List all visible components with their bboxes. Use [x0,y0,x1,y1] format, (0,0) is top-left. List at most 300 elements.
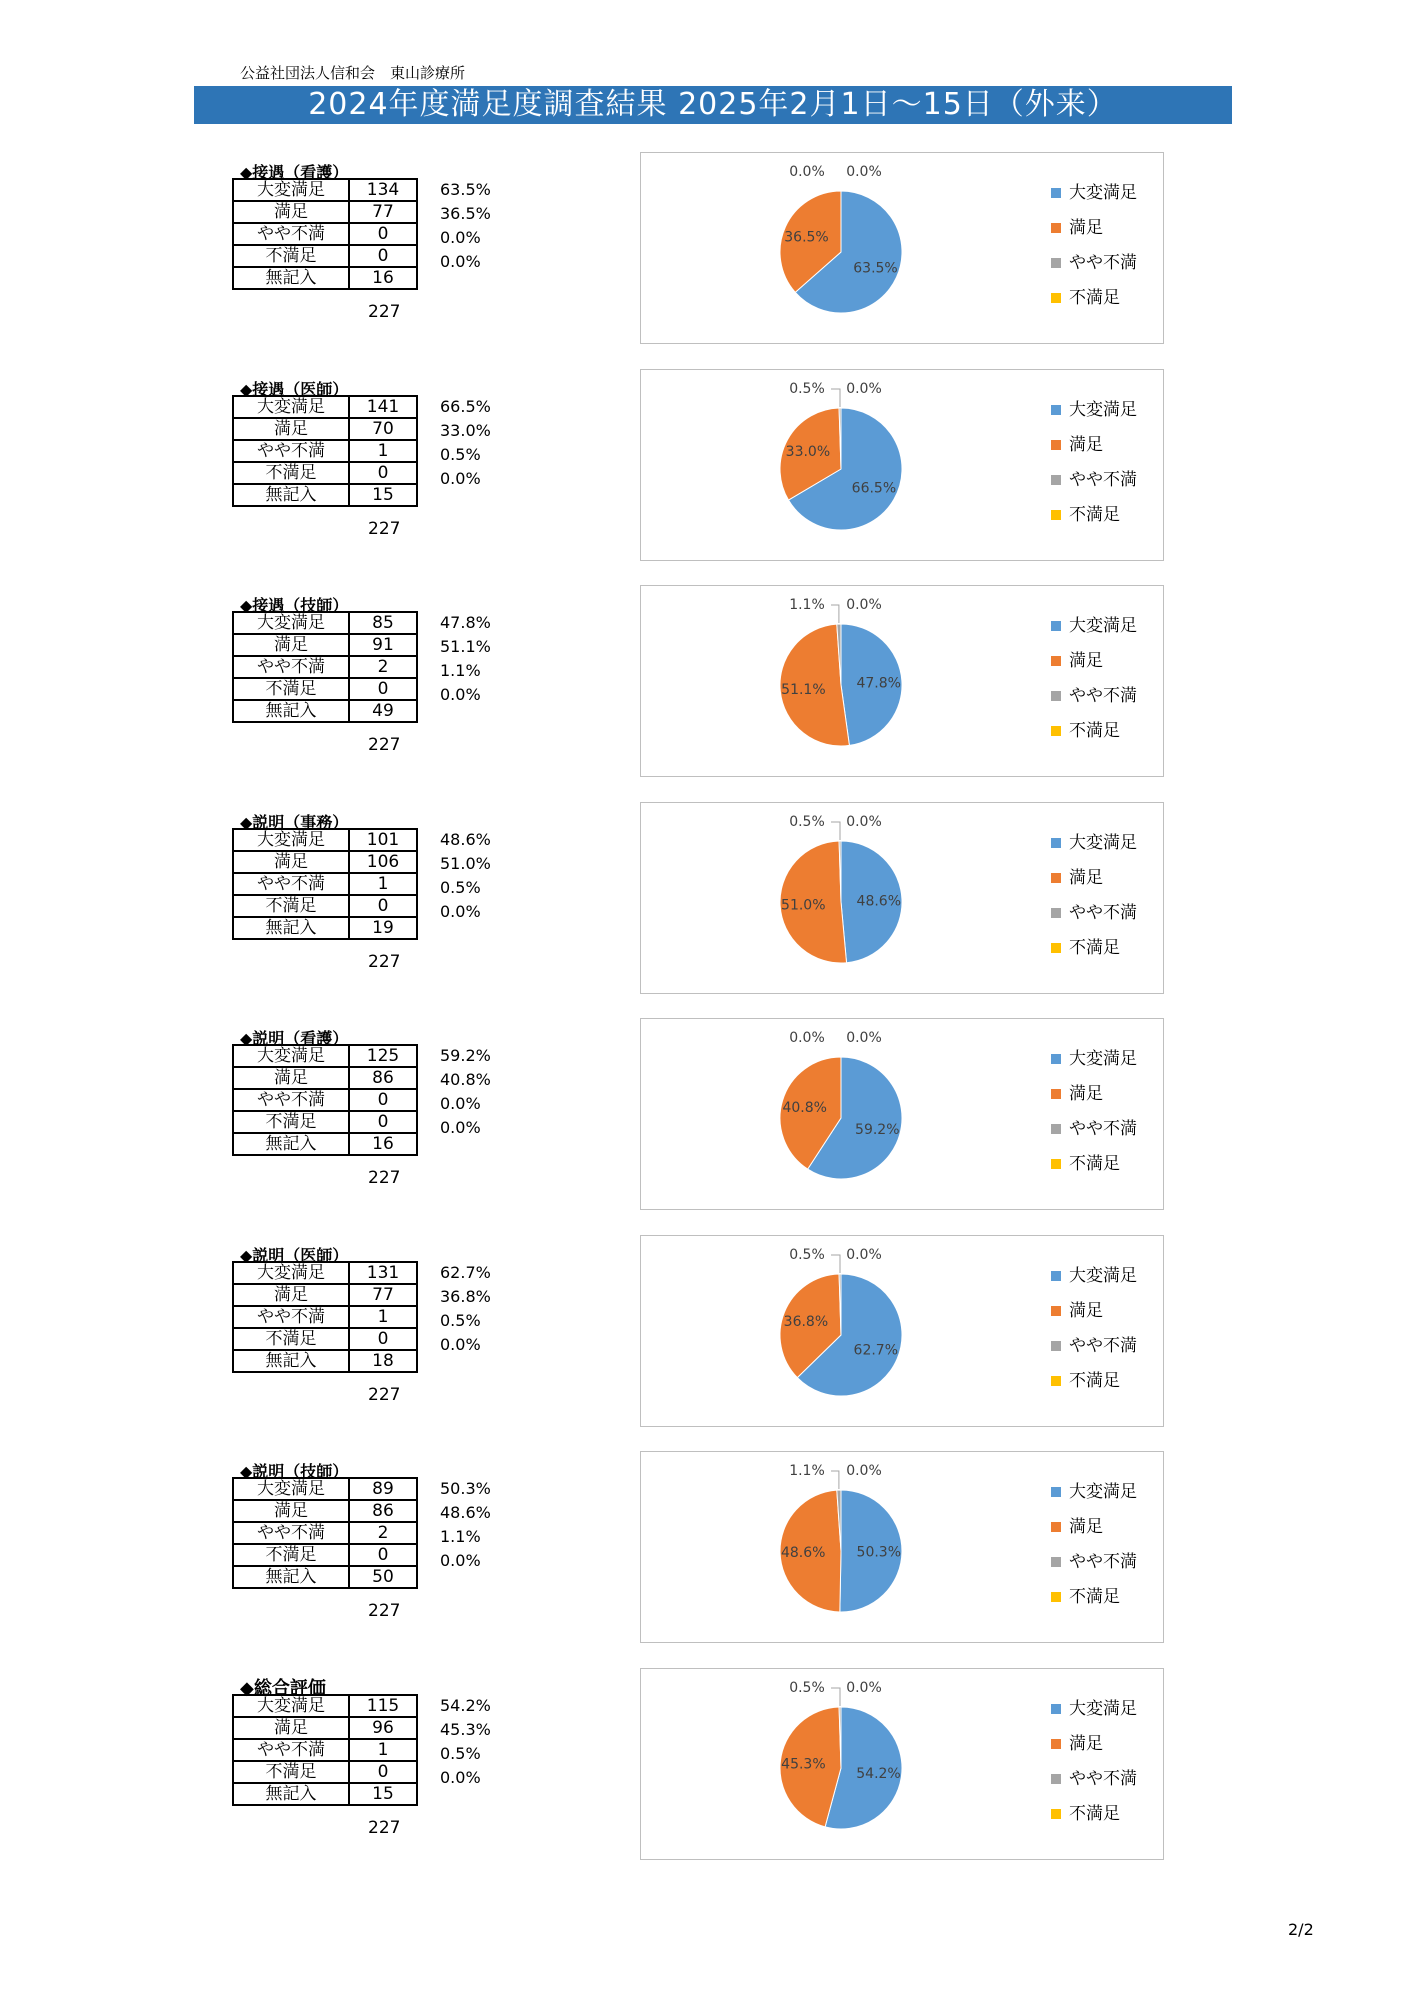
legend-label: 不満足 [1069,1370,1120,1391]
pie-data-label: 0.0% [846,164,882,180]
count-table [232,1694,418,1806]
count-value: 0 [349,895,417,917]
percent-value: 48.6% [440,1503,491,1522]
legend-label: やや不満 [1069,252,1137,273]
legend-item [1051,462,1137,497]
legend-label: 満足 [1069,650,1103,671]
legend-swatch-icon [1051,258,1061,268]
legend-label: 大変満足 [1069,615,1137,636]
section-title: ◆接遇（医師） [240,380,349,399]
page-number: 2/2 [1288,1920,1314,1939]
pie-data-label: 1.1% [789,1463,825,1479]
table-row [233,829,417,851]
legend-item [1051,1258,1137,1293]
category-label: 無記入 [233,484,349,506]
count-value: 89 [349,1478,417,1500]
legend-label: やや不満 [1069,685,1137,706]
legend-swatch-icon [1051,1089,1061,1099]
table-row [233,1783,417,1805]
pie-data-label: 0.5% [789,1247,825,1263]
legend-item [1051,678,1137,713]
percent-value: 0.0% [440,1551,481,1570]
table-row [233,678,417,700]
count-table [232,178,418,290]
count-table [232,828,418,940]
section-title: ◆接遇（技師） [240,596,349,615]
legend-label: やや不満 [1069,1335,1137,1356]
legend-item [1051,497,1137,532]
pie-data-label: 63.5% [853,260,898,277]
legend-item [1051,1509,1137,1544]
percent-value: 0.0% [440,1768,481,1787]
table-row [233,1262,417,1284]
legend-item [1051,713,1137,748]
table-row [233,223,417,245]
section-title: ◆説明（医師） [240,1246,349,1265]
table-row [233,1350,417,1372]
table-row [233,1500,417,1522]
legend-label: やや不満 [1069,469,1137,490]
category-label: 不満足 [233,462,349,484]
pie-data-label: 45.3% [781,1756,826,1773]
pie-data-label: 50.3% [856,1544,902,1561]
percent-value: 40.8% [440,1070,491,1089]
table-row [233,462,417,484]
count-value: 50 [349,1566,417,1588]
pie-data-label: 0.5% [789,1680,825,1696]
category-label: 無記入 [233,267,349,289]
page-title-banner: 2024年度満足度調査結果 2025年2月1日～15日（外来） [194,86,1232,124]
table-row [233,245,417,267]
legend-label: 不満足 [1069,720,1120,741]
count-value: 0 [349,678,417,700]
legend-label: 不満足 [1069,1153,1120,1174]
legend-label: 不満足 [1069,287,1120,308]
legend-swatch-icon [1051,726,1061,736]
legend-swatch-icon [1051,838,1061,848]
pie-data-label: 66.5% [851,480,897,497]
legend-item [1051,210,1137,245]
percent-value: 0.5% [440,878,481,897]
legend-swatch-icon [1051,1159,1061,1169]
legend-item [1051,1761,1137,1796]
table-row [233,1739,417,1761]
chart-legend [1051,1691,1137,1831]
legend-swatch-icon [1051,1124,1061,1134]
count-table [232,1044,418,1156]
chart-legend [1051,825,1137,965]
pie-data-label: 0.0% [846,1247,882,1263]
category-label: 満足 [233,418,349,440]
legend-swatch-icon [1051,510,1061,520]
legend-item [1051,1474,1137,1509]
pie-data-label: 1.1% [789,597,825,613]
count-value: 18 [349,1350,417,1372]
category-label: 不満足 [233,895,349,917]
count-value: 15 [349,1783,417,1805]
count-value: 0 [349,1328,417,1350]
category-label: やや不満 [233,440,349,462]
table-row [233,873,417,895]
table-row [233,634,417,656]
legend-swatch-icon [1051,908,1061,918]
total-count: 227 [368,519,401,539]
section-title: ◆説明（技師） [240,1462,349,1481]
count-value: 0 [349,223,417,245]
legend-swatch-icon [1051,1809,1061,1819]
survey-section [0,377,1414,577]
count-value: 1 [349,1739,417,1761]
pie-data-label: 0.0% [846,1680,882,1696]
count-value: 0 [349,1089,417,1111]
table-row [233,179,417,201]
percent-column [440,828,500,924]
legend-item [1051,175,1137,210]
legend-item [1051,1691,1137,1726]
pie-data-label: 51.1% [781,681,826,698]
category-label: やや不満 [233,1522,349,1544]
chart-legend [1051,1474,1137,1614]
table-row [233,1544,417,1566]
percent-column [440,1694,500,1790]
category-label: 大変満足 [233,1045,349,1067]
percent-value: 0.0% [440,902,481,921]
percent-value: 1.1% [440,1527,481,1546]
pie-chart [641,370,1041,560]
count-value: 77 [349,1284,417,1306]
count-value: 49 [349,700,417,722]
legend-item [1051,1363,1137,1398]
legend-swatch-icon [1051,1592,1061,1602]
total-count: 227 [368,302,401,322]
category-label: 無記入 [233,700,349,722]
table-row [233,1133,417,1155]
survey-section [0,1243,1414,1443]
count-value: 1 [349,1306,417,1328]
legend-label: 満足 [1069,1300,1103,1321]
total-count: 227 [368,1385,401,1405]
percent-value: 1.1% [440,661,481,680]
table-row [233,612,417,634]
percent-column [440,1044,500,1140]
table-row [233,440,417,462]
table-row [233,1717,417,1739]
legend-label: 大変満足 [1069,399,1137,420]
count-value: 96 [349,1717,417,1739]
count-value: 131 [349,1262,417,1284]
chart-legend [1051,608,1137,748]
legend-item [1051,427,1137,462]
count-value: 77 [349,201,417,223]
table-row [233,396,417,418]
legend-label: 不満足 [1069,937,1120,958]
pie-data-label: 51.0% [781,897,826,914]
count-value: 0 [349,245,417,267]
legend-label: やや不満 [1069,1118,1137,1139]
legend-swatch-icon [1051,621,1061,631]
legend-item [1051,1076,1137,1111]
total-count: 227 [368,1601,401,1621]
pie-data-label: 0.5% [789,814,825,830]
legend-label: 満足 [1069,1083,1103,1104]
total-count: 227 [368,1168,401,1188]
leader-line [831,1688,840,1706]
category-label: やや不満 [233,1089,349,1111]
percent-value: 47.8% [440,613,491,632]
chart-legend [1051,1041,1137,1181]
legend-swatch-icon [1051,656,1061,666]
category-label: 満足 [233,1500,349,1522]
count-value: 70 [349,418,417,440]
category-label: 大変満足 [233,1262,349,1284]
table-row [233,1566,417,1588]
category-label: 満足 [233,634,349,656]
legend-item [1051,1579,1137,1614]
count-value: 16 [349,267,417,289]
legend-label: 不満足 [1069,504,1120,525]
category-label: 不満足 [233,1544,349,1566]
category-label: やや不満 [233,1306,349,1328]
leader-line [831,1471,839,1489]
count-value: 19 [349,917,417,939]
category-label: 無記入 [233,1133,349,1155]
category-label: 大変満足 [233,829,349,851]
legend-label: 大変満足 [1069,1698,1137,1719]
legend-swatch-icon [1051,1774,1061,1784]
pie-data-label: 0.0% [846,1463,882,1479]
pie-chart [641,803,1041,993]
legend-label: 満足 [1069,1733,1103,1754]
legend-item [1051,280,1137,315]
legend-label: やや不満 [1069,902,1137,923]
table-row [233,1761,417,1783]
pie-chart-box [640,802,1164,994]
legend-swatch-icon [1051,1487,1061,1497]
legend-item [1051,895,1137,930]
category-label: 不満足 [233,678,349,700]
table-row [233,1478,417,1500]
percent-value: 45.3% [440,1720,491,1739]
pie-data-label: 0.0% [789,1030,825,1046]
legend-swatch-icon [1051,475,1061,485]
legend-item [1051,392,1137,427]
count-value: 1 [349,440,417,462]
percent-value: 0.0% [440,252,481,271]
survey-section [0,160,1414,360]
pie-chart-box [640,1018,1164,1210]
legend-swatch-icon [1051,1522,1061,1532]
category-label: 大変満足 [233,179,349,201]
legend-swatch-icon [1051,873,1061,883]
category-label: 満足 [233,201,349,223]
legend-label: 大変満足 [1069,1048,1137,1069]
table-row [233,1111,417,1133]
category-label: 不満足 [233,1328,349,1350]
legend-item [1051,825,1137,860]
table-row [233,1695,417,1717]
legend-item [1051,860,1137,895]
percent-value: 0.0% [440,1094,481,1113]
category-label: 満足 [233,1717,349,1739]
count-value: 2 [349,656,417,678]
pie-chart-box [640,1668,1164,1860]
pie-data-label: 0.0% [846,1030,882,1046]
survey-section [0,593,1414,793]
pie-data-label: 36.5% [784,229,829,246]
survey-section [0,1459,1414,1659]
survey-section [0,810,1414,1010]
legend-label: やや不満 [1069,1768,1137,1789]
total-count: 227 [368,1818,401,1838]
legend-swatch-icon [1051,223,1061,233]
legend-item [1051,1328,1137,1363]
legend-label: 大変満足 [1069,832,1137,853]
survey-section [0,1026,1414,1226]
leader-line [831,822,840,840]
percent-value: 54.2% [440,1696,491,1715]
pie-data-label: 0.0% [846,597,882,613]
chart-legend [1051,392,1137,532]
percent-value: 0.0% [440,228,481,247]
category-label: 無記入 [233,917,349,939]
section-title: ◆接遇（看護） [240,163,349,182]
category-label: やや不満 [233,223,349,245]
legend-swatch-icon [1051,188,1061,198]
legend-label: やや不満 [1069,1551,1137,1572]
pie-chart [641,1236,1041,1426]
section-title: ◆総合評価 [240,1678,326,1699]
pie-chart [641,586,1041,776]
pie-data-label: 36.8% [783,1313,829,1330]
count-table [232,1477,418,1589]
pie-chart-box [640,1451,1164,1643]
category-label: やや不満 [233,656,349,678]
pie-chart [641,153,1041,343]
legend-item [1051,1146,1137,1181]
legend-label: 満足 [1069,1516,1103,1537]
pie-chart-box [640,1235,1164,1427]
legend-swatch-icon [1051,1739,1061,1749]
legend-label: 大変満足 [1069,1481,1137,1502]
count-value: 101 [349,829,417,851]
legend-label: 不満足 [1069,1586,1120,1607]
pie-data-label: 40.8% [782,1100,827,1117]
legend-swatch-icon [1051,1557,1061,1567]
chart-legend [1051,175,1137,315]
legend-label: 満足 [1069,217,1103,238]
legend-item [1051,1041,1137,1076]
percent-value: 62.7% [440,1263,491,1282]
percent-value: 63.5% [440,180,491,199]
legend-item [1051,1111,1137,1146]
organization-name: 公益社団法人信和会 東山診療所 [240,64,466,82]
pie-data-label: 0.0% [846,381,882,397]
legend-item [1051,930,1137,965]
count-value: 16 [349,1133,417,1155]
percent-value: 0.5% [440,1744,481,1763]
percent-value: 66.5% [440,397,491,416]
percent-value: 59.2% [440,1046,491,1065]
table-row [233,267,417,289]
category-label: 満足 [233,1067,349,1089]
table-row [233,656,417,678]
legend-swatch-icon [1051,943,1061,953]
table-row [233,917,417,939]
count-value: 91 [349,634,417,656]
legend-label: 満足 [1069,867,1103,888]
pie-chart-box [640,152,1164,344]
total-count: 227 [368,735,401,755]
percent-column [440,1477,500,1573]
count-value: 86 [349,1067,417,1089]
table-row [233,1522,417,1544]
pie-data-label: 33.0% [785,443,831,460]
pie-data-label: 54.2% [856,1766,901,1782]
total-count: 227 [368,952,401,972]
percent-value: 48.6% [440,830,491,849]
legend-item [1051,1544,1137,1579]
count-value: 0 [349,462,417,484]
percent-value: 36.5% [440,204,491,223]
table-row [233,1284,417,1306]
category-label: 大変満足 [233,612,349,634]
pie-data-label: 48.6% [856,893,902,910]
count-value: 141 [349,396,417,418]
count-value: 125 [349,1045,417,1067]
percent-value: 33.0% [440,421,491,440]
pie-data-label: 48.6% [780,1545,826,1561]
category-label: やや不満 [233,1739,349,1761]
count-value: 1 [349,873,417,895]
count-value: 134 [349,179,417,201]
pie-chart-box [640,369,1164,561]
percent-value: 51.0% [440,854,491,873]
pie-data-label: 59.2% [855,1121,900,1138]
legend-item [1051,1293,1137,1328]
category-label: 無記入 [233,1783,349,1805]
table-row [233,1306,417,1328]
table-row [233,484,417,506]
leader-line [831,389,840,407]
count-value: 0 [349,1544,417,1566]
count-value: 15 [349,484,417,506]
legend-item [1051,643,1137,678]
percent-value: 50.3% [440,1479,491,1498]
pie-data-label: 0.0% [789,164,825,180]
percent-value: 0.5% [440,1311,481,1330]
legend-label: 満足 [1069,434,1103,455]
category-label: 大変満足 [233,396,349,418]
percent-column [440,611,500,707]
pie-data-label: 0.5% [789,381,825,397]
legend-swatch-icon [1051,1306,1061,1316]
percent-column [440,178,500,274]
legend-swatch-icon [1051,1271,1061,1281]
survey-section [0,1676,1414,1876]
legend-label: 大変満足 [1069,182,1137,203]
category-label: 無記入 [233,1566,349,1588]
legend-swatch-icon [1051,1054,1061,1064]
legend-item [1051,608,1137,643]
category-label: 満足 [233,1284,349,1306]
count-value: 85 [349,612,417,634]
pie-chart-box [640,585,1164,777]
percent-value: 36.8% [440,1287,491,1306]
percent-column [440,1261,500,1357]
table-row [233,1067,417,1089]
table-row [233,418,417,440]
legend-swatch-icon [1051,1376,1061,1386]
